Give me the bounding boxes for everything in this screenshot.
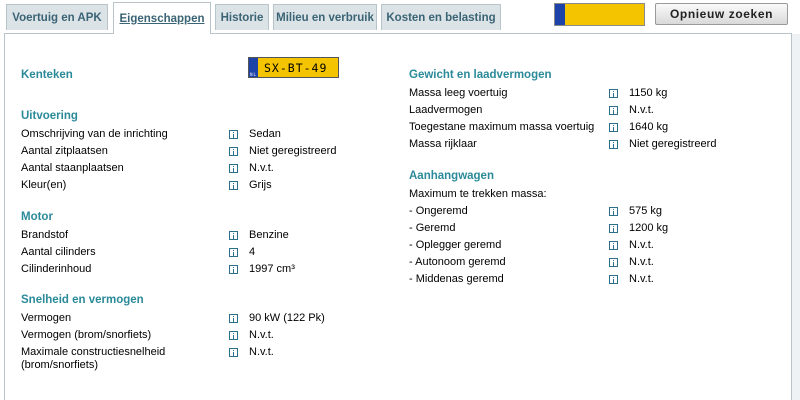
plate-country-band	[249, 58, 258, 77]
field-value: 1640 kg	[629, 121, 669, 133]
field-label: - Autonoom geremd	[409, 256, 506, 268]
info-icon[interactable]	[609, 123, 618, 132]
tab-milieu-verbruik[interactable]	[273, 4, 377, 30]
tab-eigenschappen[interactable]	[113, 2, 211, 34]
tab-label: Voertuig en APK	[12, 11, 102, 24]
field-label: - Oplegger geremd	[409, 239, 502, 251]
field-value: N.v.t.	[629, 239, 654, 251]
field-value: 90 kW (122 Pk)	[249, 312, 325, 324]
field-value: Niet geregistreerd	[629, 138, 717, 150]
content-panel	[4, 33, 792, 400]
field-label: - Middenas geremd	[409, 273, 504, 285]
field-label: Toegestane maximum massa voertuig	[409, 121, 595, 133]
tab-bar	[0, 0, 800, 34]
field-label: Aantal staanplaatsen	[21, 162, 124, 174]
info-icon[interactable]	[609, 89, 618, 98]
field-label: Kleur(en)	[21, 179, 67, 191]
field-label: Brandstof	[21, 229, 69, 241]
field-value: Niet geregistreerd	[249, 145, 337, 157]
field-value: N.v.t.	[629, 273, 654, 285]
info-icon[interactable]	[229, 181, 238, 190]
field-value: Sedan	[249, 128, 281, 140]
section-heading-motor: Motor	[21, 211, 53, 223]
info-icon[interactable]	[609, 207, 618, 216]
field-value: N.v.t.	[249, 162, 274, 174]
plate-number: SX-BT-49	[264, 60, 328, 75]
section-heading-uitvoering: Uitvoering	[21, 110, 78, 122]
field-label: Cilinderinhoud	[21, 263, 92, 275]
field-value: 1997 cm³	[249, 263, 295, 275]
info-icon[interactable]	[229, 331, 238, 340]
info-icon[interactable]	[609, 241, 618, 250]
field-label: Vermogen	[21, 312, 72, 324]
field-label: Omschrijving van de inrichting	[21, 128, 168, 140]
field-value: 1150 kg	[629, 87, 668, 99]
info-icon[interactable]	[229, 231, 238, 240]
tab-label: Milieu en verbruik	[276, 11, 374, 24]
field-value: Benzine	[249, 229, 289, 241]
info-icon[interactable]	[229, 248, 238, 257]
field-value: N.v.t.	[249, 346, 274, 358]
field-label: Massa leeg voertuig	[409, 87, 508, 99]
field-value: 4	[249, 246, 256, 258]
field-value: 1200 kg	[629, 222, 669, 234]
field-value: 575 kg	[629, 205, 663, 217]
new-search-button[interactable]: Opnieuw zoeken	[655, 3, 788, 25]
tab-historie[interactable]	[215, 4, 269, 30]
field-label: Vermogen (brom/snorfiets)	[21, 329, 152, 341]
field-label-continuation: (brom/snorfiets)	[21, 359, 99, 371]
info-icon[interactable]	[609, 140, 618, 149]
license-plate-search-input[interactable]	[554, 3, 645, 26]
section-heading-aanhangwagen: Aanhangwagen	[409, 170, 494, 182]
info-icon[interactable]	[229, 147, 238, 156]
plate-country: NL	[250, 72, 257, 77]
field-label: Massa rijklaar	[409, 138, 477, 150]
info-icon[interactable]	[609, 258, 618, 267]
field-value: Grijs	[249, 179, 272, 191]
panel-edge	[792, 34, 800, 400]
info-icon[interactable]	[609, 275, 618, 284]
section-heading-gewicht: Gewicht en laadvermogen	[409, 69, 552, 81]
info-icon[interactable]	[609, 224, 618, 233]
field-label: Maximale constructiesnelheid	[21, 346, 166, 358]
tab-label: Historie	[220, 11, 264, 24]
tab-voertuig-apk[interactable]	[6, 4, 108, 30]
info-icon[interactable]	[229, 164, 238, 173]
tab-label: Kosten en belasting	[386, 11, 496, 24]
info-icon[interactable]	[609, 106, 618, 115]
tab-kosten-belasting[interactable]	[381, 4, 501, 30]
info-icon[interactable]	[229, 314, 238, 323]
field-label: - Ongeremd	[409, 205, 468, 217]
info-icon[interactable]	[229, 130, 238, 139]
section-intro: Maximum te trekken massa:	[409, 188, 547, 200]
nl-band	[555, 4, 565, 25]
info-icon[interactable]	[229, 265, 238, 274]
field-label: Laadvermogen	[409, 104, 483, 116]
info-icon[interactable]	[229, 348, 238, 357]
license-plate	[248, 57, 339, 78]
field-value: N.v.t.	[629, 256, 654, 268]
tab-label: Eigenschappen	[119, 12, 205, 25]
field-label: - Geremd	[409, 222, 456, 234]
field-label: Aantal cilinders	[21, 246, 96, 258]
section-heading-snelheid: Snelheid en vermogen	[21, 294, 144, 306]
field-value: N.v.t.	[249, 329, 274, 341]
field-label: Aantal zitplaatsen	[21, 145, 108, 157]
field-value: N.v.t.	[629, 104, 654, 116]
section-heading-kenteken: Kenteken	[21, 69, 73, 81]
